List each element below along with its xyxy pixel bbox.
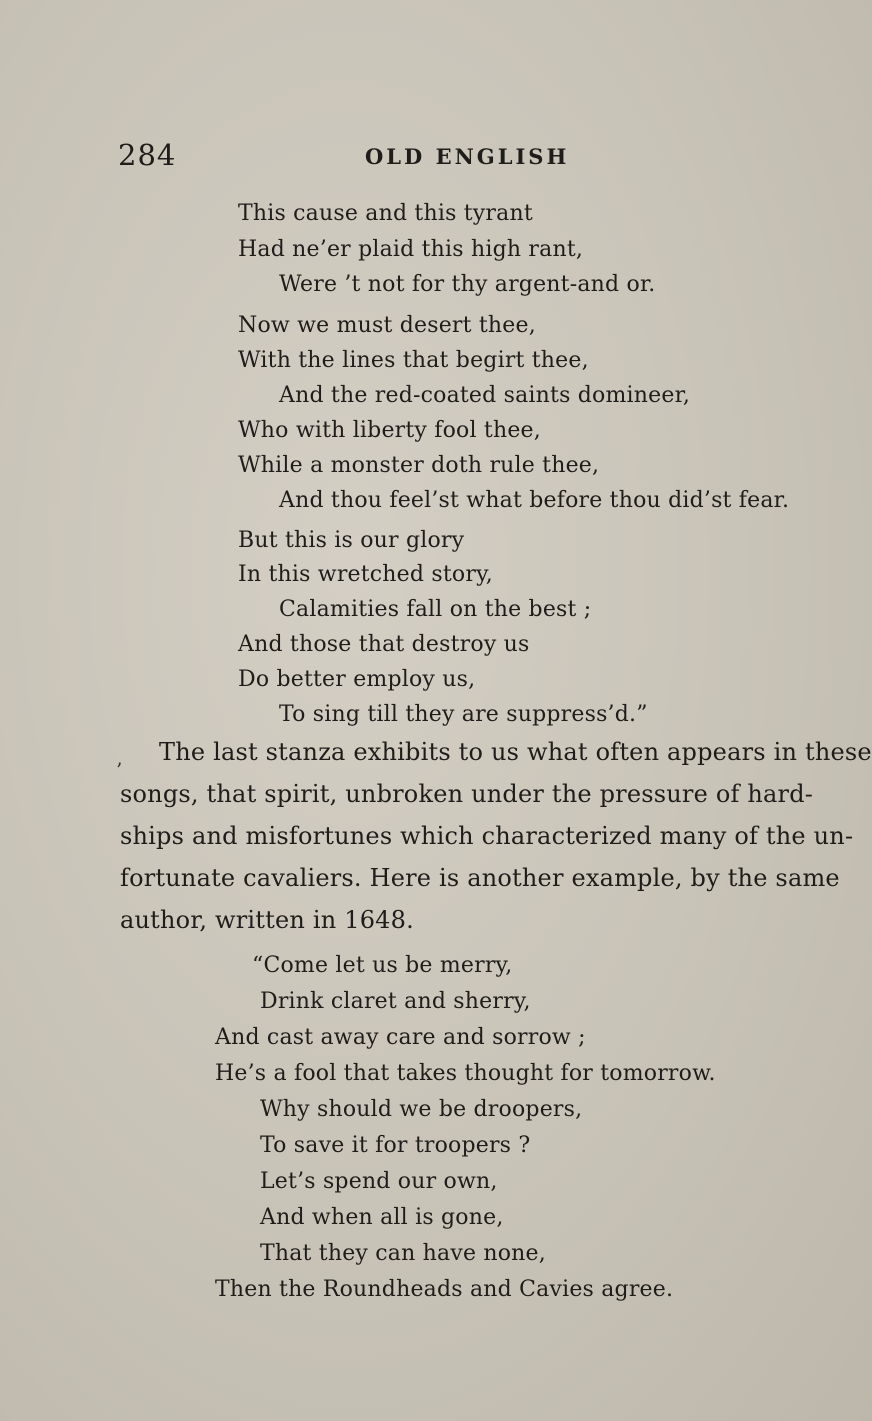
verse-line: To save it for troopers ? bbox=[260, 1133, 531, 1158]
verse-line: And thou feel’st what before thou did’st fear. bbox=[279, 488, 790, 513]
margin-mark: ’ bbox=[116, 758, 123, 782]
verse-line: Then the Roundheads and Cavies agree. bbox=[215, 1277, 674, 1302]
verse-line: And when all is gone, bbox=[260, 1205, 504, 1230]
verse-line: And the red-coated saints domineer, bbox=[279, 383, 691, 408]
prose-line: The last stanza exhibits to us what often appears in these bbox=[159, 738, 872, 766]
verse-line: This cause and this tyrant bbox=[238, 201, 533, 226]
verse-line: And cast away care and sorrow ; bbox=[215, 1025, 586, 1050]
verse-line: To sing till they are suppress’d.” bbox=[279, 702, 648, 727]
verse-line: “Come let us be merry, bbox=[252, 953, 513, 978]
prose-line: author, written in 1648. bbox=[120, 906, 414, 934]
prose-line: ships and misfortunes which characterized many of the un- bbox=[120, 822, 854, 850]
verse-line: Now we must desert thee, bbox=[238, 313, 536, 338]
verse-line: Do better employ us, bbox=[238, 667, 476, 692]
verse-line: Were ’t not for thy argent-and or. bbox=[279, 272, 656, 297]
verse-line: And those that destroy us bbox=[238, 632, 530, 657]
verse-line: With the lines that begirt thee, bbox=[238, 348, 589, 373]
verse-line: Why should we be droopers, bbox=[260, 1097, 583, 1122]
prose-line: songs, that spirit, unbroken under the pressure of hard- bbox=[120, 780, 814, 808]
verse-line: Let’s spend our own, bbox=[260, 1169, 498, 1194]
prose-line: fortunate cavaliers. Here is another example, by the same bbox=[120, 864, 840, 892]
verse-line: But this is our glory bbox=[238, 528, 465, 553]
verse-line: While a monster doth rule thee, bbox=[238, 453, 600, 478]
verse-line: Who with liberty fool thee, bbox=[238, 418, 541, 443]
verse-line: Calamities fall on the best ; bbox=[279, 597, 592, 622]
verse-line: He’s a fool that takes thought for tomorrow. bbox=[215, 1061, 716, 1086]
verse-line: That they can have none, bbox=[260, 1241, 546, 1266]
page-number: 284 bbox=[118, 138, 177, 172]
verse-line: Had ne’er plaid this high rant, bbox=[238, 237, 584, 262]
page-header bbox=[0, 138, 800, 178]
verse-line: Drink claret and sherry, bbox=[260, 989, 531, 1014]
verse-line: In this wretched story, bbox=[238, 562, 493, 587]
running-head: OLD ENGLISH bbox=[365, 144, 570, 169]
